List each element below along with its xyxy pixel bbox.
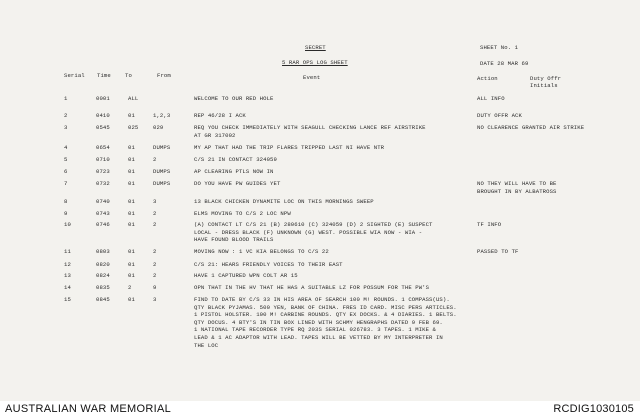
event-line: (A) CONTACT LT C/S 21 (B) 280610 (C) 324059 (D) 2 SIGHTED (E) SUSPECT [194, 221, 433, 228]
time-cell: 0820 [96, 261, 110, 268]
time-cell: 0803 [96, 248, 110, 255]
serial-cell: 11 [64, 248, 71, 255]
serial-cell: 2 [64, 112, 68, 119]
sheet-title: 5 RAR OPS LOG SHEET [282, 59, 348, 66]
action-line: DUTY OFFR ACK [477, 112, 522, 119]
column-header-initials: Initials [530, 82, 558, 89]
from-cell: 2 [153, 272, 157, 279]
to-cell: 01 [128, 210, 135, 217]
from-cell: 3 [153, 296, 157, 303]
column-header-serial: Serial [64, 72, 85, 79]
time-cell: 0835 [96, 284, 110, 291]
event-line: MOVING NOW : 1 VC KIA BELONGS TO C/S 22 [194, 248, 329, 255]
to-cell: 01 [128, 156, 135, 163]
event-line: HAVE FOUND BLOOD TRAILS [194, 236, 274, 244]
time-cell: 0845 [96, 296, 110, 303]
action-line: NO CLEARENCE GRANTED AIR STRIKE [477, 124, 585, 131]
serial-cell: 6 [64, 168, 68, 175]
serial-cell: 4 [64, 144, 68, 151]
event-line: HAVE 1 CAPTURED WPN COLT AR 15 [194, 272, 298, 279]
action-cell [477, 112, 522, 120]
event-line: LOCAL - DRESS BLACK (F) UNKNOWN (G) WEST. POSSIBLE WIA NOW - WIA - [194, 228, 423, 236]
event-line: AT GR 317002 [194, 131, 236, 139]
event-cell [194, 156, 277, 164]
column-header-event: Event [303, 74, 321, 81]
event-line: QTY DOCUS. 4 BTY'S IN TIN BOX LINED WITH SCHMY HENGRAPHS DATED 9 FEB 69. [194, 318, 443, 326]
table-row [0, 144, 640, 154]
to-cell: 01 [128, 168, 135, 175]
to-cell: 01 [128, 112, 135, 119]
table-row [0, 261, 640, 271]
from-cell: 029 [153, 124, 164, 131]
from-cell: 2 [153, 221, 157, 228]
from-cell: 1,2,3 [153, 112, 171, 119]
time-cell: 0710 [96, 156, 110, 163]
event-line: ELMS MOVING TO C/S 2 LOC NPW [194, 210, 291, 217]
to-cell: 01 [128, 272, 135, 279]
event-line: LEAD & 1 AC ADAPTOR WITH LEAD. TAPES WILL BE VETTED BY MY INTERPRETER IN [194, 333, 443, 341]
table-row [0, 248, 640, 258]
event-line: DO YOU HAVE PW GUIDES YET [194, 180, 281, 187]
from-cell: 3 [153, 198, 157, 205]
event-cell [194, 168, 274, 176]
table-row [0, 180, 640, 195]
action-cell [477, 180, 557, 195]
action-line: NO THEY WILL HAVE TO BE [477, 180, 557, 187]
event-line: QTY BLACK PYJAMAS. 500 YEN, BANK OF CHINA. FRES ID CARD. MISC PERS ARTICLES. [194, 303, 457, 311]
event-line: C/S 21 IN CONTACT 324059 [194, 156, 277, 163]
time-cell: 0410 [96, 112, 110, 119]
archive-name: AUSTRALIAN WAR MEMORIAL [5, 403, 172, 415]
action-line: BROUGHT IN BY ALBATROSS [477, 187, 557, 195]
event-cell [194, 261, 343, 269]
to-cell: 01 [128, 248, 135, 255]
serial-cell: 9 [64, 210, 68, 217]
action-cell [477, 124, 584, 132]
event-cell [194, 221, 433, 244]
table-row [0, 168, 640, 178]
table-row [0, 112, 640, 122]
event-line: 1 NATIONAL TAPE RECORDER TYPE RQ 203S SERIAL 026783. 3 TAPES. 1 MIKE & [194, 326, 436, 334]
table-row [0, 198, 640, 208]
column-header-duty-offr: Duty Offr [530, 75, 562, 82]
action-cell [477, 221, 501, 229]
serial-cell: 8 [64, 198, 68, 205]
event-cell [194, 296, 457, 349]
event-line: FIND TO DATE BY C/S 33 IN HIS AREA OF SEARCH 100 M! ROUNDS. 1 COMPASS(US). [194, 296, 450, 303]
event-line: 13 BLACK CHICKEN DYNAMITE LOC ON THIS MORNINGS SWEEP [194, 198, 374, 205]
column-header-time: Time [97, 72, 111, 79]
to-cell: 2 [128, 284, 132, 291]
event-cell [194, 210, 291, 218]
event-cell [194, 248, 329, 256]
table-row [0, 284, 640, 294]
classification-marking: SECRET [305, 44, 326, 51]
action-cell [477, 95, 505, 103]
serial-cell: 12 [64, 261, 71, 268]
sheet-number: SHEET No. 1 [480, 44, 519, 51]
from-cell: 2 [153, 248, 157, 255]
time-cell: 0743 [96, 210, 110, 217]
time-cell: 0654 [96, 144, 110, 151]
to-cell: 01 [128, 261, 135, 268]
event-line: OPN THAT IN THE HV THAT HE HAS A SUITABLE LZ FOR POSSUM FOR THE PW'S [194, 284, 430, 291]
to-cell: 01 [128, 221, 135, 228]
serial-cell: 5 [64, 156, 68, 163]
table-row [0, 95, 640, 105]
event-line: 1 PISTOL HOLSTER. 100 M! CARBINE ROUNDS. QTY EX DOCKS. & 4 DIARIES. 1 BELTS. [194, 311, 457, 319]
event-line: THE LOC [194, 341, 219, 349]
serial-cell: 13 [64, 272, 71, 279]
serial-cell: 10 [64, 221, 71, 228]
column-header-to: To [125, 72, 132, 79]
archive-footer [0, 401, 640, 419]
column-header-from: From [157, 72, 171, 79]
to-cell: 01 [128, 180, 135, 187]
time-cell: 0824 [96, 272, 110, 279]
time-cell: 0746 [96, 221, 110, 228]
event-cell [194, 180, 280, 188]
time-cell: 0723 [96, 168, 110, 175]
to-cell: ALL [128, 95, 139, 102]
event-cell [194, 144, 384, 152]
event-cell [194, 95, 274, 103]
table-row [0, 296, 640, 349]
time-cell: 0740 [96, 198, 110, 205]
time-cell: 0732 [96, 180, 110, 187]
event-cell [194, 272, 298, 280]
event-line: C/S 21: HEARS FRIENDLY VOICES TO THEIR EAST [194, 261, 343, 268]
from-cell: 2 [153, 156, 157, 163]
to-cell: 01 [128, 144, 135, 151]
action-line: PASSED TO TF [477, 248, 519, 255]
serial-cell: 1 [64, 95, 68, 102]
record-id: RCDIG1030105 [553, 403, 634, 415]
table-row [0, 156, 640, 166]
serial-cell: 7 [64, 180, 68, 187]
from-cell: DUMPS [153, 144, 171, 151]
event-line: WELCOME TO OUR RED HOLE [194, 95, 274, 102]
event-cell [194, 284, 429, 292]
sheet-date: DATE 28 MAR 69 [480, 60, 529, 67]
to-cell: 025 [128, 124, 139, 131]
table-row [0, 221, 640, 244]
from-cell: DUMPS [153, 168, 171, 175]
action-line: ALL INFO [477, 95, 505, 102]
to-cell: 01 [128, 296, 135, 303]
event-line: REQ YOU CHECK IMMEDIATELY WITH SEAGULL CHECKING LANCE REF AIRSTRIKE [194, 124, 426, 131]
serial-cell: 3 [64, 124, 68, 131]
from-cell: 9 [153, 284, 157, 291]
column-header-action: Action [477, 75, 498, 82]
serial-cell: 14 [64, 284, 71, 291]
from-cell: DUMPS [153, 180, 171, 187]
table-row [0, 272, 640, 282]
event-line: AP CLEARING PTLS NOW IN [194, 168, 274, 175]
action-cell [477, 248, 518, 256]
action-line: TF INFO [477, 221, 502, 228]
event-line: MY AP THAT HAD THE TRIP FLARES TRIPPED LAST NI HAVE NTR [194, 144, 385, 151]
to-cell: 01 [128, 198, 135, 205]
event-cell [194, 198, 374, 206]
time-cell: 0001 [96, 95, 110, 102]
table-row [0, 124, 640, 139]
table-row [0, 210, 640, 220]
from-cell: 2 [153, 261, 157, 268]
event-cell [194, 112, 246, 120]
from-cell: 2 [153, 210, 157, 217]
time-cell: 0545 [96, 124, 110, 131]
event-line: REP 46/28 I ACK [194, 112, 246, 119]
serial-cell: 15 [64, 296, 71, 303]
event-cell [194, 124, 426, 139]
